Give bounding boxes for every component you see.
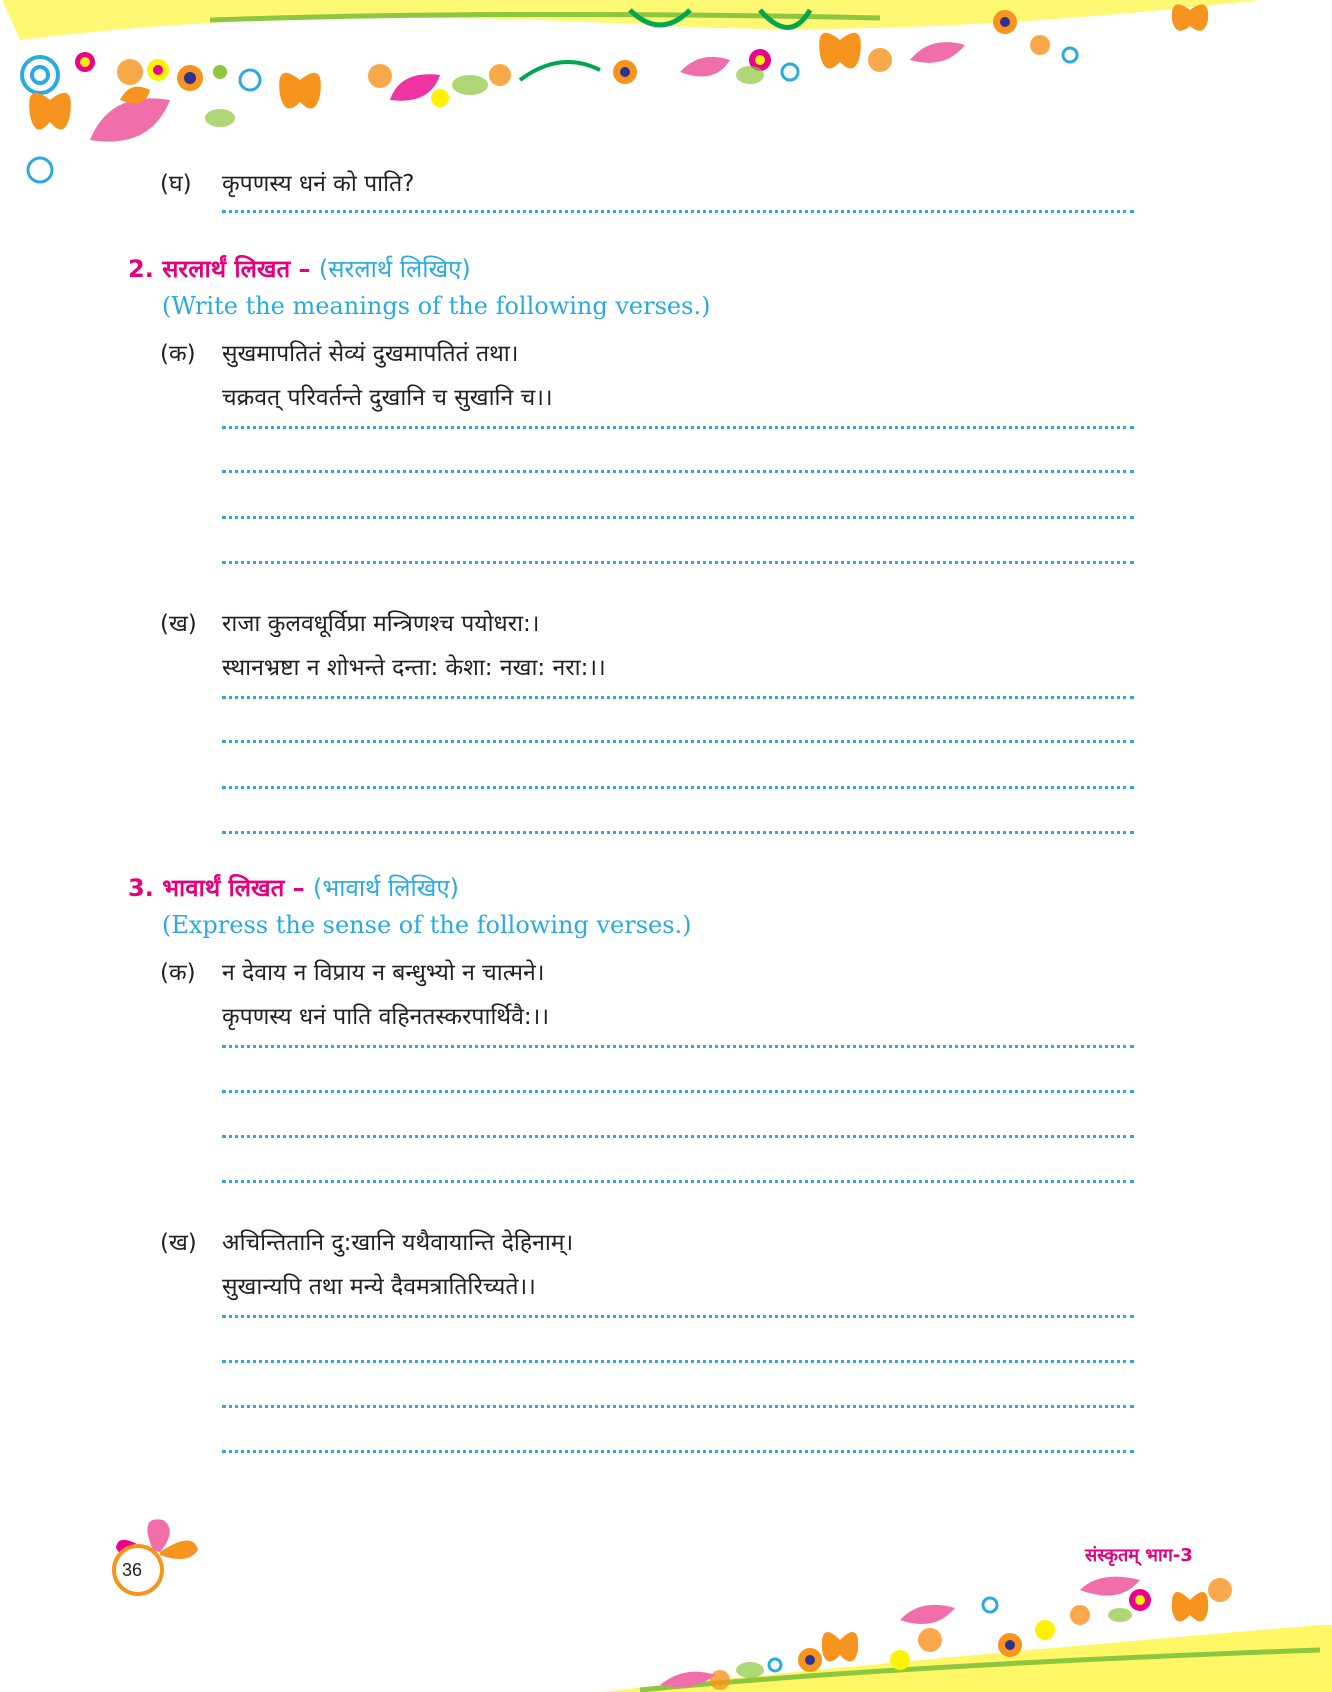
answer-line[interactable] (222, 516, 1134, 519)
item-label-ka: (क) (160, 341, 196, 367)
answer-line[interactable] (222, 831, 1134, 834)
verse-line-2: चक्रवत् परिवर्तन्ते दुखानि च सुखानि च।। (222, 385, 553, 411)
answer-line[interactable] (222, 1360, 1134, 1363)
answer-line[interactable] (222, 1045, 1134, 1048)
answer-line[interactable] (222, 740, 1134, 743)
header-floral-banner (0, 0, 1332, 190)
item-label-kha: (ख) (160, 611, 197, 637)
footer-floral-banner (600, 1570, 1332, 1692)
answer-line[interactable] (222, 1450, 1134, 1453)
verse-line-1: राजा कुलवधूर्विप्रा मन्त्रिणश्च पयोधरा:। (222, 611, 540, 637)
answer-line[interactable] (222, 1315, 1134, 1318)
answer-line[interactable] (222, 696, 1134, 699)
verse-line-1: सुखमापतितं सेव्यं दुखमापतितं तथा। (222, 341, 519, 367)
verse-line-2: स्थानभ्रष्टा न शोभन्ते दन्ता: केशा: नखा: नरा:।। (222, 655, 606, 681)
answer-line[interactable] (222, 210, 1134, 213)
section-2-english-instruction: (Write the meanings of the following verses.) (162, 292, 711, 320)
question-gha-text: कृपणस्य धनं को पाति? (222, 171, 415, 197)
section-number: 2. (128, 255, 154, 283)
section-hint: (भावार्थ लिखिए) (313, 874, 459, 902)
answer-line[interactable] (222, 561, 1134, 564)
page-number-flower (108, 1510, 208, 1600)
section-3-english-instruction: (Express the sense of the following verses.) (162, 911, 692, 939)
section-hint: (सरलार्थ लिखिए) (318, 255, 471, 283)
verse-line-1: न देवाय न विप्राय न बन्धुभ्यो न चात्मने। (222, 960, 545, 986)
section-2-heading (128, 252, 471, 285)
section-title: सरलार्थं लिखत – (162, 255, 311, 283)
book-title: संस्कृतम् भाग-3 (1085, 1545, 1193, 1566)
section-title: भावार्थं लिखत – (162, 874, 305, 902)
answer-line[interactable] (222, 1135, 1134, 1138)
answer-line[interactable] (222, 1180, 1134, 1183)
verse-line-2: सुखान्यपि तथा मन्ये दैवमत्रातिरिच्यते।। (222, 1274, 536, 1300)
verse-line-2: कृपणस्य धनं पाति वहिनतस्करपार्थिवै:।। (222, 1004, 550, 1030)
section-number: 3. (128, 874, 154, 902)
page-number: 36 (122, 1560, 143, 1580)
verse-line-1: अचिन्तितानि दु:खानि यथैवायान्ति देहिनाम्। (222, 1230, 574, 1256)
answer-line[interactable] (222, 1405, 1134, 1408)
answer-line[interactable] (222, 426, 1134, 429)
section-3-heading (128, 871, 459, 904)
item-label-gha: (घ) (160, 171, 192, 197)
item-label-kha: (ख) (160, 1230, 197, 1256)
item-label-ka: (क) (160, 960, 196, 986)
answer-line[interactable] (222, 1090, 1134, 1093)
answer-line[interactable] (222, 786, 1134, 789)
answer-line[interactable] (222, 470, 1134, 473)
